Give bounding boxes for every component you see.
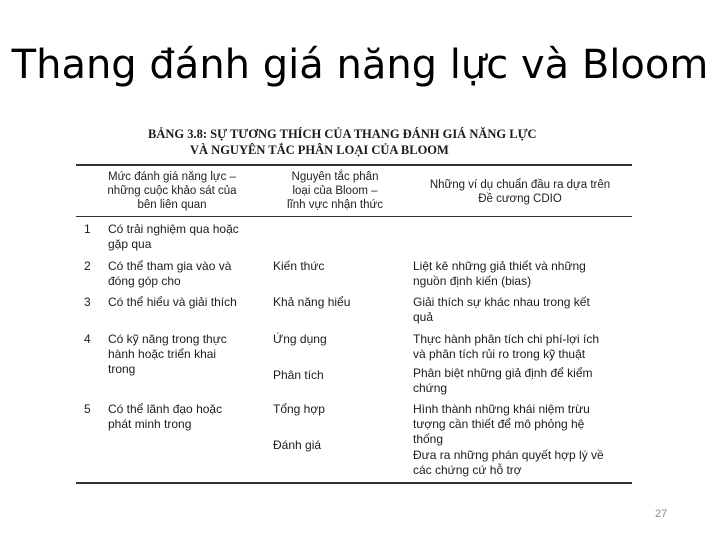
cell-line: Thực hành phân tích chi phí-lợi ích <box>413 332 599 346</box>
header-competency-level <box>92 170 252 212</box>
row-number: 2 <box>84 259 91 273</box>
cell-line: Liệt kê những giả thiết và những <box>413 259 586 273</box>
header-line: loại của Bloom – <box>292 185 378 197</box>
bloom-level-cell: Phân tích <box>273 368 324 382</box>
example-cell <box>413 259 628 289</box>
table-header-rule <box>76 216 632 217</box>
bloom-level-cell: Tổng hợp <box>273 402 325 416</box>
header-line: Đề cương CDIO <box>478 193 562 205</box>
cell-line: gặp qua <box>108 237 152 251</box>
header-cdio-examples <box>410 178 630 206</box>
cell-line: chứng <box>413 381 448 395</box>
header-line: lĩnh vực nhận thức <box>287 199 383 211</box>
competency-level-cell <box>108 259 258 289</box>
cell-line: đóng góp cho <box>108 274 181 288</box>
cell-line: nguồn định kiến (bias) <box>413 274 532 288</box>
bloom-level-cell: Kiến thức <box>273 259 325 273</box>
example-cell <box>413 448 628 478</box>
bloom-level-cell: Đánh giá <box>273 438 322 452</box>
table-caption <box>148 126 588 158</box>
cell-line: và phân tích rủi ro trong kỹ thuật <box>413 347 586 361</box>
cell-line: tượng cần thiết để mô phỏng hệ <box>413 417 585 431</box>
cell-line: thống <box>413 432 444 446</box>
page-number: 27 <box>655 508 668 520</box>
header-line: những cuộc khảo sát của <box>107 185 237 197</box>
cell-line: các chứng cứ hỗ trợ <box>413 463 522 477</box>
example-cell <box>413 332 628 362</box>
row-number: 4 <box>84 332 91 346</box>
competency-level-cell <box>108 402 258 432</box>
example-cell <box>413 295 628 325</box>
row-number: 5 <box>84 402 91 416</box>
header-line: Những ví dụ chuẩn đầu ra dựa trên <box>429 179 611 191</box>
header-bloom-taxonomy <box>272 170 398 212</box>
cell-line: Có thể lãnh đạo hoặc <box>108 402 223 416</box>
header-line: Mức đánh giá năng lực – <box>108 171 236 183</box>
cell-line: Giải thích sự khác nhau trong kết <box>413 295 590 309</box>
header-line: bên liên quan <box>137 199 207 211</box>
cell-line: phát minh trong <box>108 417 192 431</box>
example-cell <box>413 402 628 447</box>
caption-line: VÀ NGUYÊN TẮC PHÂN LOẠI CỦA BLOOM <box>190 143 449 157</box>
row-number: 3 <box>84 295 91 309</box>
cell-line: Có trải nghiệm qua hoặc <box>108 222 239 236</box>
bloom-level-cell: Khả năng hiểu <box>273 295 351 309</box>
cell-line: Phân biệt những giả định để kiểm <box>413 366 593 380</box>
cell-line: trong <box>108 362 136 376</box>
cell-line: Đưa ra những phán quyết hợp lý về <box>413 448 604 462</box>
cell-line: hành hoặc triển khai <box>108 347 217 361</box>
caption-line: BẢNG 3.8: SỰ TƯƠNG THÍCH CỦA THANG ĐÁNH GIÁ NĂNG LỰC <box>148 127 537 141</box>
table-top-rule <box>76 164 632 166</box>
cell-line: Có kỹ năng trong thực <box>108 332 227 346</box>
bloom-level-cell: Ứng dụng <box>273 332 327 346</box>
cell-line: Có thể tham gia vào và <box>108 259 232 273</box>
cell-line: quả <box>413 310 434 324</box>
slide-title: Thang đánh giá năng lực và Bloom <box>11 42 709 88</box>
row-number: 1 <box>84 222 91 236</box>
competency-level-cell: Có thể hiểu và giải thích <box>108 295 237 309</box>
competency-level-cell <box>108 222 258 252</box>
competency-level-cell <box>108 332 258 377</box>
example-cell <box>413 366 628 396</box>
cell-line: Hình thành những khái niệm trừu <box>413 402 590 416</box>
header-line: Nguyên tắc phân <box>291 171 379 183</box>
table-bottom-rule <box>76 482 632 484</box>
